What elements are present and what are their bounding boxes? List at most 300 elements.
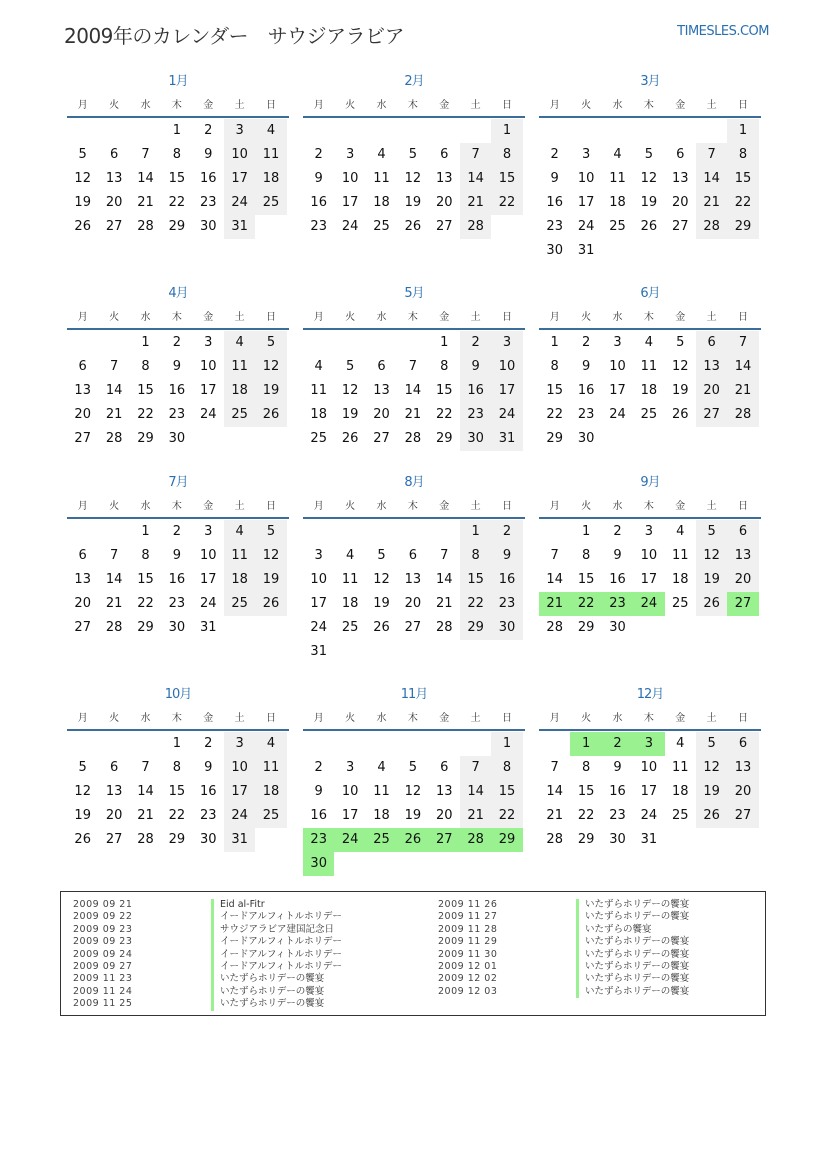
day-cell[interactable]: 5 — [676, 335, 685, 350]
day-cell[interactable]: 10 — [224, 756, 255, 780]
day-cell[interactable]: 17 — [341, 808, 359, 823]
day-cell[interactable]: 10 — [341, 171, 359, 186]
day-cell[interactable]: 21 — [137, 808, 154, 823]
day-cell[interactable]: 14 — [727, 355, 758, 379]
day-cell[interactable]: 23 — [168, 596, 186, 611]
day-cell[interactable]: 22 — [168, 808, 186, 823]
day-cell[interactable]: 29 — [546, 431, 563, 446]
day-cell[interactable]: 3 — [345, 760, 355, 775]
day-cell[interactable]: 19 — [74, 808, 91, 823]
day-cell[interactable]: 12 — [74, 171, 91, 186]
day-cell[interactable]: 3 — [581, 147, 591, 162]
day-cell[interactable]: 28 — [137, 832, 154, 847]
day-cell[interactable]: 26 — [255, 403, 286, 427]
day-cell[interactable]: 8 — [727, 143, 758, 167]
day-cell[interactable]: 24 — [199, 596, 217, 611]
day-cell[interactable]: 25 — [255, 191, 286, 215]
day-cell[interactable]: 9 — [581, 359, 591, 374]
day-cell[interactable]: 26 — [74, 219, 91, 234]
day-cell[interactable]: 28 — [546, 620, 563, 635]
day-cell[interactable]: 5 — [255, 520, 286, 544]
day-cell[interactable]: 14 — [460, 167, 491, 191]
day-cell[interactable]: 17 — [341, 195, 359, 210]
day-cell[interactable]: 12 — [671, 359, 689, 374]
day-cell[interactable]: 18 — [640, 383, 658, 398]
day-cell[interactable]: 26 — [696, 804, 727, 828]
day-cell[interactable]: 13 — [435, 171, 453, 186]
day-cell[interactable]: 12 — [74, 784, 91, 799]
day-cell[interactable]: 7 — [109, 359, 119, 374]
day-cell[interactable]: 9 — [550, 171, 559, 186]
day-cell[interactable]: 31 — [224, 828, 255, 852]
day-cell[interactable]: 21 — [105, 596, 123, 611]
day-cell[interactable]: 6 — [696, 331, 727, 355]
day-cell[interactable]: 21 — [435, 596, 453, 611]
day-cell[interactable]: 14 — [460, 780, 491, 804]
day-cell[interactable]: 13 — [105, 784, 123, 799]
day-cell[interactable]: 9 — [460, 355, 491, 379]
day-cell[interactable]: 24 — [341, 219, 359, 234]
day-cell[interactable]: 5 — [696, 732, 727, 756]
day-cell[interactable]: 3 — [224, 119, 255, 143]
day-cell[interactable]: 30 — [168, 620, 186, 635]
day-cell[interactable]: 14 — [137, 784, 154, 799]
holiday-day-cell[interactable]: 22 — [570, 592, 601, 616]
day-cell[interactable]: 23 — [491, 592, 522, 616]
day-cell[interactable]: 25 — [640, 407, 658, 422]
day-cell[interactable]: 12 — [341, 383, 359, 398]
day-cell[interactable]: 8 — [440, 359, 449, 374]
day-cell[interactable]: 16 — [168, 572, 186, 587]
day-cell[interactable]: 1 — [727, 119, 758, 143]
day-cell[interactable]: 20 — [696, 379, 727, 403]
day-cell[interactable]: 16 — [199, 171, 217, 186]
day-cell[interactable]: 7 — [440, 548, 449, 563]
day-cell[interactable]: 31 — [310, 644, 327, 659]
day-cell[interactable]: 2 — [550, 147, 559, 162]
day-cell[interactable]: 1 — [491, 732, 522, 756]
day-cell[interactable]: 20 — [435, 808, 453, 823]
day-cell[interactable]: 23 — [546, 219, 563, 234]
day-cell[interactable]: 17 — [640, 572, 658, 587]
day-cell[interactable]: 30 — [199, 219, 217, 234]
day-cell[interactable]: 31 — [199, 620, 217, 635]
day-cell[interactable]: 11 — [255, 756, 286, 780]
day-cell[interactable]: 31 — [577, 243, 595, 258]
day-cell[interactable]: 24 — [310, 620, 327, 635]
day-cell[interactable]: 5 — [644, 147, 653, 162]
holiday-day-cell[interactable]: 30 — [303, 852, 334, 876]
day-cell[interactable]: 23 — [310, 219, 327, 234]
day-cell[interactable]: 29 — [577, 620, 595, 635]
day-cell[interactable]: 4 — [676, 524, 685, 539]
day-cell[interactable]: 1 — [491, 119, 522, 143]
day-cell[interactable]: 17 — [310, 596, 327, 611]
day-cell[interactable]: 12 — [255, 355, 286, 379]
day-cell[interactable]: 16 — [460, 379, 491, 403]
day-cell[interactable]: 19 — [255, 568, 286, 592]
day-cell[interactable]: 21 — [404, 407, 422, 422]
day-cell[interactable]: 2 — [314, 760, 323, 775]
day-cell[interactable]: 10 — [224, 143, 255, 167]
day-cell[interactable]: 30 — [168, 431, 186, 446]
day-cell[interactable]: 27 — [435, 219, 453, 234]
day-cell[interactable]: 14 — [105, 572, 123, 587]
day-cell[interactable]: 19 — [404, 808, 422, 823]
holiday-day-cell[interactable]: 2 — [602, 732, 633, 756]
day-cell[interactable]: 29 — [168, 219, 186, 234]
day-cell[interactable]: 11 — [671, 548, 689, 563]
day-cell[interactable]: 14 — [435, 572, 453, 587]
day-cell[interactable]: 3 — [491, 331, 522, 355]
day-cell[interactable]: 10 — [491, 355, 522, 379]
day-cell[interactable]: 8 — [460, 544, 491, 568]
day-cell[interactable]: 16 — [546, 195, 563, 210]
day-cell[interactable]: 11 — [255, 143, 286, 167]
day-cell[interactable]: 27 — [105, 219, 123, 234]
day-cell[interactable]: 22 — [491, 191, 522, 215]
day-cell[interactable]: 22 — [168, 195, 186, 210]
day-cell[interactable]: 5 — [408, 760, 417, 775]
day-cell[interactable]: 16 — [310, 195, 327, 210]
day-cell[interactable]: 13 — [74, 383, 91, 398]
day-cell[interactable]: 19 — [404, 195, 422, 210]
day-cell[interactable]: 9 — [491, 544, 522, 568]
day-cell[interactable]: 10 — [199, 359, 217, 374]
day-cell[interactable]: 16 — [491, 568, 522, 592]
day-cell[interactable]: 10 — [577, 171, 595, 186]
day-cell[interactable]: 31 — [224, 215, 255, 239]
day-cell[interactable]: 14 — [546, 572, 563, 587]
day-cell[interactable]: 7 — [696, 143, 727, 167]
day-cell[interactable]: 4 — [255, 732, 286, 756]
day-cell[interactable]: 21 — [105, 407, 123, 422]
day-cell[interactable]: 18 — [255, 780, 286, 804]
holiday-day-cell[interactable]: 26 — [397, 828, 428, 852]
day-cell[interactable]: 2 — [460, 331, 491, 355]
day-cell[interactable]: 17 — [224, 167, 255, 191]
day-cell[interactable]: 18 — [310, 407, 327, 422]
day-cell[interactable]: 20 — [435, 195, 453, 210]
day-cell[interactable]: 25 — [310, 431, 327, 446]
day-cell[interactable]: 11 — [671, 760, 689, 775]
day-cell[interactable]: 4 — [224, 520, 255, 544]
day-cell[interactable]: 3 — [314, 548, 323, 563]
day-cell[interactable]: 26 — [404, 219, 422, 234]
day-cell[interactable]: 19 — [696, 780, 727, 804]
day-cell[interactable]: 9 — [613, 548, 622, 563]
day-cell[interactable]: 24 — [199, 407, 217, 422]
day-cell[interactable]: 12 — [373, 572, 390, 587]
day-cell[interactable]: 17 — [609, 383, 626, 398]
day-cell[interactable]: 12 — [404, 171, 422, 186]
day-cell[interactable]: 30 — [199, 832, 217, 847]
day-cell[interactable]: 29 — [137, 431, 154, 446]
day-cell[interactable]: 2 — [491, 520, 522, 544]
day-cell[interactable]: 25 — [341, 620, 359, 635]
day-cell[interactable]: 16 — [609, 784, 626, 799]
day-cell[interactable]: 17 — [199, 383, 217, 398]
day-cell[interactable]: 6 — [676, 147, 685, 162]
day-cell[interactable]: 20 — [727, 568, 758, 592]
day-cell[interactable]: 9 — [172, 359, 181, 374]
day-cell[interactable]: 6 — [440, 147, 449, 162]
holiday-day-cell[interactable]: 1 — [570, 732, 601, 756]
day-cell[interactable]: 15 — [460, 568, 491, 592]
day-cell[interactable]: 6 — [109, 147, 119, 162]
day-cell[interactable]: 19 — [696, 568, 727, 592]
day-cell[interactable]: 23 — [199, 195, 217, 210]
day-cell[interactable]: 8 — [491, 143, 522, 167]
day-cell[interactable]: 16 — [577, 383, 595, 398]
day-cell[interactable]: 4 — [676, 736, 685, 751]
day-cell[interactable]: 13 — [105, 171, 123, 186]
day-cell[interactable]: 8 — [550, 359, 559, 374]
day-cell[interactable]: 7 — [408, 359, 417, 374]
day-cell[interactable]: 6 — [377, 359, 386, 374]
day-cell[interactable]: 13 — [373, 383, 390, 398]
day-cell[interactable]: 10 — [341, 784, 359, 799]
day-cell[interactable]: 28 — [546, 832, 563, 847]
day-cell[interactable]: 28 — [105, 431, 123, 446]
day-cell[interactable]: 29 — [460, 616, 491, 640]
day-cell[interactable]: 18 — [341, 596, 359, 611]
day-cell[interactable]: 28 — [696, 215, 727, 239]
day-cell[interactable]: 23 — [609, 808, 626, 823]
day-cell[interactable]: 9 — [314, 171, 323, 186]
day-cell[interactable]: 15 — [491, 780, 522, 804]
day-cell[interactable]: 17 — [491, 379, 522, 403]
day-cell[interactable]: 27 — [373, 431, 390, 446]
day-cell[interactable]: 12 — [696, 756, 727, 780]
day-cell[interactable]: 15 — [546, 383, 563, 398]
day-cell[interactable]: 25 — [671, 596, 689, 611]
day-cell[interactable]: 4 — [224, 331, 255, 355]
day-cell[interactable]: 9 — [172, 548, 181, 563]
day-cell[interactable]: 2 — [314, 147, 323, 162]
day-cell[interactable]: 21 — [460, 191, 491, 215]
day-cell[interactable]: 13 — [435, 784, 453, 799]
day-cell[interactable]: 15 — [168, 784, 186, 799]
holiday-day-cell[interactable]: 3 — [633, 732, 664, 756]
day-cell[interactable]: 26 — [640, 219, 658, 234]
day-cell[interactable]: 20 — [727, 780, 758, 804]
day-cell[interactable]: 4 — [377, 760, 386, 775]
day-cell[interactable]: 23 — [577, 407, 595, 422]
holiday-day-cell[interactable]: 25 — [366, 828, 397, 852]
day-cell[interactable]: 6 — [408, 548, 417, 563]
day-cell[interactable]: 2 — [204, 736, 213, 751]
day-cell[interactable]: 19 — [671, 383, 689, 398]
day-cell[interactable]: 24 — [640, 808, 658, 823]
day-cell[interactable]: 20 — [373, 407, 390, 422]
day-cell[interactable]: 28 — [435, 620, 453, 635]
day-cell[interactable]: 5 — [345, 359, 355, 374]
day-cell[interactable]: 16 — [168, 383, 186, 398]
day-cell[interactable]: 25 — [255, 804, 286, 828]
day-cell[interactable]: 1 — [172, 736, 181, 751]
day-cell[interactable]: 21 — [696, 191, 727, 215]
day-cell[interactable]: 11 — [341, 572, 359, 587]
day-cell[interactable]: 19 — [74, 195, 91, 210]
day-cell[interactable]: 22 — [460, 592, 491, 616]
day-cell[interactable]: 12 — [696, 544, 727, 568]
day-cell[interactable]: 16 — [609, 572, 626, 587]
day-cell[interactable]: 13 — [727, 544, 758, 568]
holiday-day-cell[interactable]: 24 — [633, 592, 664, 616]
day-cell[interactable]: 11 — [373, 171, 390, 186]
day-cell[interactable]: 30 — [460, 427, 491, 451]
day-cell[interactable]: 19 — [640, 195, 658, 210]
day-cell[interactable]: 29 — [137, 620, 154, 635]
day-cell[interactable]: 27 — [671, 219, 689, 234]
day-cell[interactable]: 31 — [491, 427, 522, 451]
day-cell[interactable]: 10 — [640, 548, 658, 563]
day-cell[interactable]: 13 — [74, 572, 91, 587]
day-cell[interactable]: 24 — [224, 191, 255, 215]
day-cell[interactable]: 7 — [109, 548, 119, 563]
day-cell[interactable]: 26 — [671, 407, 689, 422]
day-cell[interactable]: 1 — [172, 123, 181, 138]
day-cell[interactable]: 29 — [577, 832, 595, 847]
day-cell[interactable]: 18 — [255, 167, 286, 191]
day-cell[interactable]: 12 — [640, 171, 658, 186]
day-cell[interactable]: 23 — [460, 403, 491, 427]
day-cell[interactable]: 11 — [640, 359, 658, 374]
day-cell[interactable]: 20 — [671, 195, 689, 210]
day-cell[interactable]: 15 — [727, 167, 758, 191]
day-cell[interactable]: 10 — [640, 760, 658, 775]
day-cell[interactable]: 4 — [377, 147, 386, 162]
day-cell[interactable]: 7 — [141, 147, 150, 162]
day-cell[interactable]: 11 — [224, 544, 255, 568]
day-cell[interactable]: 25 — [373, 219, 390, 234]
day-cell[interactable]: 25 — [609, 219, 626, 234]
day-cell[interactable]: 6 — [440, 760, 449, 775]
day-cell[interactable]: 22 — [546, 407, 563, 422]
day-cell[interactable]: 27 — [74, 620, 91, 635]
day-cell[interactable]: 21 — [546, 808, 563, 823]
day-cell[interactable]: 12 — [255, 544, 286, 568]
day-cell[interactable]: 17 — [224, 780, 255, 804]
site-logo[interactable]: TIMESLES.COM — [677, 24, 769, 39]
day-cell[interactable]: 20 — [105, 808, 123, 823]
day-cell[interactable]: 15 — [137, 572, 154, 587]
day-cell[interactable]: 17 — [640, 784, 658, 799]
day-cell[interactable]: 2 — [204, 123, 213, 138]
day-cell[interactable]: 1 — [460, 520, 491, 544]
day-cell[interactable]: 5 — [255, 331, 286, 355]
day-cell[interactable]: 18 — [373, 195, 390, 210]
holiday-day-cell[interactable]: 24 — [334, 828, 365, 852]
day-cell[interactable]: 28 — [137, 219, 154, 234]
day-cell[interactable]: 27 — [404, 620, 422, 635]
day-cell[interactable]: 22 — [137, 407, 154, 422]
day-cell[interactable]: 3 — [204, 524, 213, 539]
day-cell[interactable]: 4 — [345, 548, 355, 563]
day-cell[interactable]: 4 — [613, 147, 622, 162]
holiday-day-cell[interactable]: 21 — [539, 592, 570, 616]
day-cell[interactable]: 26 — [341, 431, 359, 446]
day-cell[interactable]: 26 — [373, 620, 390, 635]
day-cell[interactable]: 10 — [609, 359, 626, 374]
day-cell[interactable]: 29 — [727, 215, 758, 239]
day-cell[interactable]: 29 — [435, 431, 453, 446]
day-cell[interactable]: 11 — [373, 784, 390, 799]
day-cell[interactable]: 15 — [137, 383, 154, 398]
day-cell[interactable]: 31 — [640, 832, 658, 847]
day-cell[interactable]: 22 — [137, 596, 154, 611]
day-cell[interactable]: 8 — [581, 760, 591, 775]
day-cell[interactable]: 4 — [255, 119, 286, 143]
day-cell[interactable]: 3 — [644, 524, 653, 539]
day-cell[interactable]: 24 — [577, 219, 595, 234]
day-cell[interactable]: 20 — [105, 195, 123, 210]
day-cell[interactable]: 2 — [613, 524, 622, 539]
day-cell[interactable]: 8 — [491, 756, 522, 780]
day-cell[interactable]: 14 — [696, 167, 727, 191]
day-cell[interactable]: 2 — [172, 524, 181, 539]
holiday-day-cell[interactable]: 28 — [460, 828, 491, 852]
day-cell[interactable]: 15 — [435, 383, 453, 398]
day-cell[interactable]: 21 — [460, 804, 491, 828]
day-cell[interactable]: 1 — [440, 335, 449, 350]
day-cell[interactable]: 23 — [199, 808, 217, 823]
day-cell[interactable]: 18 — [224, 379, 255, 403]
day-cell[interactable]: 8 — [141, 548, 150, 563]
day-cell[interactable]: 19 — [373, 596, 390, 611]
day-cell[interactable]: 28 — [727, 403, 758, 427]
day-cell[interactable]: 6 — [109, 760, 119, 775]
day-cell[interactable]: 27 — [696, 403, 727, 427]
day-cell[interactable]: 16 — [199, 784, 217, 799]
day-cell[interactable]: 1 — [550, 335, 559, 350]
day-cell[interactable]: 13 — [696, 355, 727, 379]
day-cell[interactable]: 9 — [314, 784, 323, 799]
day-cell[interactable]: 29 — [168, 832, 186, 847]
day-cell[interactable]: 14 — [546, 784, 563, 799]
day-cell[interactable]: 6 — [727, 520, 758, 544]
day-cell[interactable]: 5 — [377, 548, 386, 563]
day-cell[interactable]: 10 — [310, 572, 327, 587]
day-cell[interactable]: 28 — [404, 431, 422, 446]
day-cell[interactable]: 7 — [141, 760, 150, 775]
day-cell[interactable]: 14 — [105, 383, 123, 398]
day-cell[interactable]: 2 — [581, 335, 591, 350]
day-cell[interactable]: 15 — [491, 167, 522, 191]
day-cell[interactable]: 7 — [727, 331, 758, 355]
day-cell[interactable]: 30 — [609, 620, 626, 635]
day-cell[interactable]: 5 — [696, 520, 727, 544]
day-cell[interactable]: 8 — [141, 359, 150, 374]
day-cell[interactable]: 25 — [224, 592, 255, 616]
day-cell[interactable]: 7 — [550, 760, 559, 775]
day-cell[interactable]: 20 — [74, 596, 91, 611]
day-cell[interactable]: 26 — [255, 592, 286, 616]
holiday-day-cell[interactable]: 29 — [491, 828, 522, 852]
day-cell[interactable]: 24 — [609, 407, 626, 422]
holiday-day-cell[interactable]: 23 — [303, 828, 334, 852]
day-cell[interactable]: 30 — [577, 431, 595, 446]
day-cell[interactable]: 22 — [435, 407, 453, 422]
day-cell[interactable]: 3 — [204, 335, 213, 350]
day-cell[interactable]: 12 — [404, 784, 422, 799]
day-cell[interactable]: 5 — [408, 147, 417, 162]
day-cell[interactable]: 1 — [141, 335, 150, 350]
day-cell[interactable]: 7 — [550, 548, 559, 563]
day-cell[interactable]: 28 — [460, 215, 491, 239]
holiday-day-cell[interactable]: 27 — [429, 828, 460, 852]
